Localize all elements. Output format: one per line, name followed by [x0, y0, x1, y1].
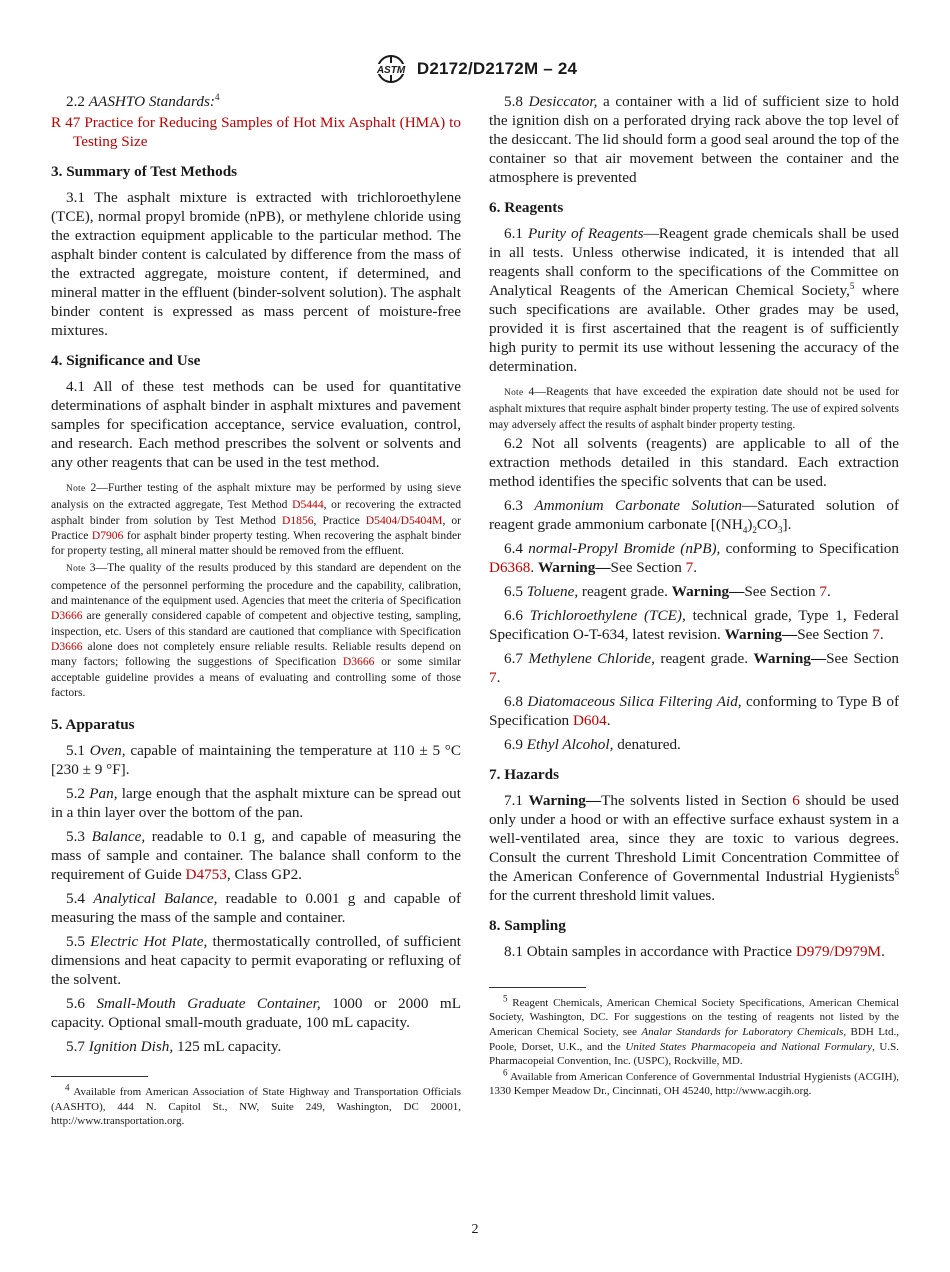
section-7-link[interactable]: 7 — [872, 625, 880, 643]
section-5-title: 5. Apparatus — [51, 716, 135, 734]
note-2: Note 2—Further testing of the asphalt mixture may be performed by using sieve analysis on the extracted aggregate, Test Method D5444, or recovering the extracted asphalt binder from solution by Test Method D1856, Practice D5404/D5404M, or Practice D7906 for asphalt binder property testing. When recovering the asphalt binder for property testing, all mineral matter should be removed from the effluent. — [51, 481, 462, 558]
d3666-link[interactable]: D3666 — [51, 609, 83, 623]
para-5-4: 5.4 Analytical Balance, readable to 0.001 g and capable of measuring the mass of the sample and container. — [51, 890, 461, 927]
para-7-1: 7.1 Warning—The solvents listed in Section 6 should be used only under a hood or with an effective surface exhaust system in a well-ventilated area, since they are toxic to various degrees. Consult the current Threshold Limit Concentration Committee of the American Conference of Governmental Industrial Hygienists$^6$ for the current threshold limit values. — [489, 791, 900, 904]
para-3-1: 3.1 The asphalt mixture is extracted with trichloroethylene (TCE), normal propyl bromide (nPB), or methylene chloride using the extraction equipment applicable to the particular method. The asphalt binder content is calculated by difference from the mass of the extracted aggregate, moisture content, if determined, and mineral matter in the effluent (binder-solvent solution). The asphalt binder content is expressed as mass percent of moisture-free mixtures. — [51, 189, 461, 339]
d604-link[interactable]: D604 — [572, 711, 607, 729]
footnote-rule — [489, 987, 586, 988]
reference-r47 — [51, 113, 461, 151]
para-5-2: 5.2 Pan, large enough that the asphalt mixture can be spread out in a thin layer over the bottom of the pan. — [51, 785, 461, 822]
d979-link[interactable]: D979/D979M — [795, 942, 882, 960]
footnote-4: $^4$ Available from American Association of State Highway and Transportation Officials (AASHTO), 444 N. Capitol St., NW, Suite 249, Washington, DC 20001, http://www.transportation.org. — [51, 1082, 461, 1128]
page-number: 2 — [471, 1222, 479, 1237]
d5444-link[interactable]: D5444 — [292, 498, 324, 512]
astm-logo-icon — [373, 54, 409, 84]
section-4-title: 4. Significance and Use — [51, 352, 201, 369]
right-column — [489, 92, 899, 1100]
section-6-title: 6. Reagents — [489, 199, 564, 216]
d3666-link[interactable]: D3666 — [342, 655, 375, 669]
section-7-title: 7. Hazards — [489, 765, 560, 783]
para-4-1: 4.1 All of these test methods can be used for quantitative determinations of asphalt binder in asphalt mixtures and pavement samples for specification acceptance, service evaluation, control, and research. Each method prescribes the solvent or solvents and any other reagents that can be used in the test method. — [51, 378, 461, 471]
section-3-title: 3. Summary of Test Methods — [51, 163, 238, 180]
section-7-link[interactable]: 7 — [685, 558, 694, 576]
para-5-3: 5.3 Balance, readable to 0.1 g, and capable of measuring the mass of sample and container. The balance shall conform to the requirement of Guide D4753, Class GP2. — [51, 828, 461, 884]
para-6-2: 6.2 Not all solvents (reagents) are applicable to all of the extraction methods detailed in this standard. Each extraction method identifies the specific solvents that can be used. — [489, 434, 899, 490]
para-6-7: 6.7 Methylene Chloride, reagent grade. Warning—See Section 7. — [489, 649, 900, 686]
para-6-9: 6.9 Ethyl Alcohol, denatured. — [504, 735, 681, 753]
d5404-link[interactable]: D5404/D5404M — [365, 513, 443, 527]
d6368-link[interactable]: D6368 — [489, 558, 531, 576]
para-8-1: 8.1 Obtain samples in accordance with Practice D979/D979M. — [504, 942, 885, 960]
para-6-4: 6.4 normal-Propyl Bromide (nPB), conforming to Specification D6368. Warning—See Section 7. — [489, 539, 899, 576]
r47-link[interactable]: R 47 — [51, 114, 81, 131]
para-6-1: 6.1 Purity of Reagents—Reagent grade chemicals shall be used in all tests. Unless otherwise indicated, it is intended that all reagents shall conform to the specifications of the Committee on Analytical Reagents of the American Chemical Society,$^5$ where such specifications are available. Other grades may be used, provided it is first ascertained that the reagent is of sufficiently high purity to permit its use without lessening the accuracy of the determination. — [489, 225, 900, 375]
note-3: Note 3—The quality of the results produced by this standard are dependent on the competence of the personnel performing the procedure and the capability, calibration, and maintenance of the equipment used. Agencies that meet the criteria of Specification D3666 are generally considered capable of competent and objective testing, sampling, inspection, etc. Users of this standard are cautioned that compliance with Specification D3666 alone does not completely ensure reliable results. Reliable results depend on many factors; following the suggestions of Specification D3666 or some similar acceptable guideline provides a means of evaluating and controlling some of those factors. — [51, 561, 462, 699]
para-5-7: 5.7 Ignition Dish, 125 mL capacity. — [66, 1038, 282, 1056]
d4753-link[interactable]: D4753 — [185, 866, 227, 884]
page-header — [0, 54, 950, 84]
section-6-link[interactable]: 6 — [792, 791, 800, 809]
svg-text:ASTM: ASTM — [376, 65, 406, 76]
footnote-rule — [51, 1076, 148, 1077]
document-id: D2172/D2172M – 24 — [416, 59, 578, 78]
footnote-5: $^5$ Reagent Chemicals, American Chemical Society Specifications, American Chemical Society, Washington, DC. For suggestions on the testing of reagents not listed by the American Chemical Society, see Analar Standards for Laboratory Chemicals, BDH Ltd., Poole, Dorset, U.K., and the United States Pharmacopeia and National Formulary, U.S. Pharmacopeial Convention, Inc. (USPC), Rockville, MD. — [489, 993, 899, 1068]
para-6-5: 6.5 Toluene, reagent grade. Warning—See Section 7. — [504, 582, 831, 600]
para-5-1: 5.1 Oven, capable of maintaining the temperature at 110 ± 5 °C [230 ± 9 °F]. — [51, 742, 461, 779]
section-7-link[interactable]: 7 — [489, 668, 497, 686]
section-8-title: 8. Sampling — [489, 916, 566, 934]
para-5-8: 5.8 Desiccator, a container with a lid of sufficient size to hold the ignition dish on a perforated drying rack above the top level of the desiccant. The lid should form a good seal around the top of the container so that air movement between the container and the atmosphere is prevented — [489, 93, 899, 186]
para-2-2: 2.2 AASHTO Standards:$^4$ — [66, 91, 220, 110]
d3666-link[interactable]: D3666 — [51, 639, 83, 653]
para-5-6: 5.6 Small-Mouth Graduate Container, 1000 or 2000 mL capacity. Optional small-mouth graduate, 100 mL capacity. — [51, 995, 461, 1032]
para-6-3: 6.3 Ammonium Carbonate Solution—Saturated solution of reagent grade ammonium carbonate $[(NH_4)_2CO_3]$. — [489, 496, 900, 535]
d7906-link[interactable]: D7906 — [91, 528, 124, 542]
left-column — [51, 92, 461, 1130]
para-6-8: 6.8 Diatomaceous Silica Filtering Aid, conforming to Type B of Specification D604. — [489, 692, 899, 729]
r47-title[interactable]: Practice for Reducing Samples of Hot Mix Asphalt (HMA) to Testing Size — [73, 114, 461, 150]
para-6-6: 6.6 Trichloroethylene (TCE), technical grade, Type 1, Federal Specification O-T-634, latest revision. Warning—See Section 7. — [489, 606, 899, 643]
note-4: Note 4—Reagents that have exceeded the expiration date should not be used for asphalt mixtures that require asphalt binder property testing. The use of expired solvents may adversely affect the results of asphalt binder property testing. — [489, 385, 899, 431]
d1856-link[interactable]: D1856 — [281, 513, 314, 527]
para-5-5: 5.5 Electric Hot Plate, thermostatically controlled, of sufficient dimensions and heat capacity to permit evaporating or refluxing of the solvent. — [51, 933, 462, 989]
section-7-link[interactable]: 7 — [819, 582, 827, 600]
footnote-6: $^6$ Available from American Conference of Governmental Industrial Hygienists (ACGIH), 1330 Kemper Meadow Dr., Cincinnati, OH 45240, http://www.acgih.org. — [489, 1067, 899, 1098]
